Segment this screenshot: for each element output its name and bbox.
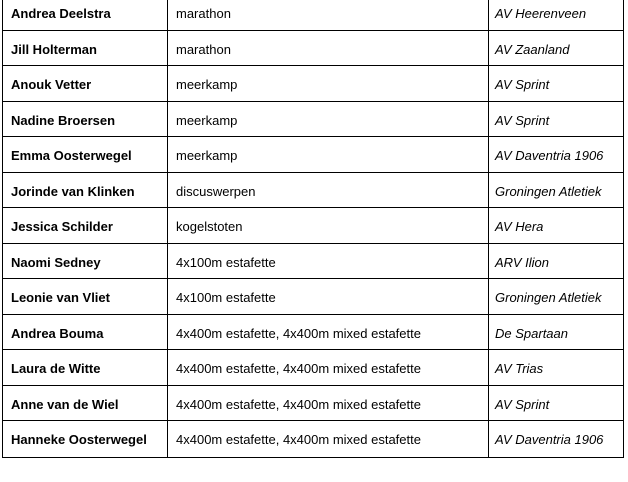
athlete-event: marathon	[168, 30, 489, 66]
athlete-club: AV Trias	[489, 350, 624, 386]
table-row	[3, 66, 624, 102]
athlete-event: 4x400m estafette, 4x400m mixed estafette	[168, 314, 489, 350]
table-row	[3, 279, 624, 315]
table-row	[3, 30, 624, 66]
athlete-name: Anouk Vetter	[3, 66, 168, 102]
table-row	[3, 385, 624, 421]
athlete-club: ARV Ilion	[489, 243, 624, 279]
table-row	[3, 243, 624, 279]
athlete-event: meerkamp	[168, 137, 489, 173]
athlete-club: AV Sprint	[489, 66, 624, 102]
athlete-event: 4x400m estafette, 4x400m mixed estafette	[168, 385, 489, 421]
athlete-club: AV Sprint	[489, 385, 624, 421]
athlete-club: Groningen Atletiek	[489, 279, 624, 315]
table-row	[3, 101, 624, 137]
athlete-name: Anne van de Wiel	[3, 385, 168, 421]
athlete-club: AV Heerenveen	[489, 0, 624, 30]
table-row	[3, 314, 624, 350]
table-row	[3, 421, 624, 458]
athlete-club: AV Daventria 1906	[489, 421, 624, 458]
athlete-event: 4x400m estafette, 4x400m mixed estafette	[168, 350, 489, 386]
athlete-name: Emma Oosterwegel	[3, 137, 168, 173]
athletes-table	[2, 0, 624, 458]
table-row	[3, 172, 624, 208]
athlete-name: Jessica Schilder	[3, 208, 168, 244]
table-row	[3, 0, 624, 30]
athlete-club: AV Hera	[489, 208, 624, 244]
athlete-name: Naomi Sedney	[3, 243, 168, 279]
table-row	[3, 208, 624, 244]
athlete-event: discuswerpen	[168, 172, 489, 208]
athlete-club: AV Daventria 1906	[489, 137, 624, 173]
athlete-club: De Spartaan	[489, 314, 624, 350]
athlete-event: kogelstoten	[168, 208, 489, 244]
athlete-name: Hanneke Oosterwegel	[3, 421, 168, 458]
athlete-event: 4x400m estafette, 4x400m mixed estafette	[168, 421, 489, 458]
athlete-name: Nadine Broersen	[3, 101, 168, 137]
athlete-event: meerkamp	[168, 66, 489, 102]
athlete-name: Andrea Deelstra	[3, 0, 168, 30]
athlete-name: Leonie van Vliet	[3, 279, 168, 315]
athlete-name: Andrea Bouma	[3, 314, 168, 350]
table-row	[3, 137, 624, 173]
athlete-name: Jorinde van Klinken	[3, 172, 168, 208]
athlete-club: Groningen Atletiek	[489, 172, 624, 208]
athlete-name: Laura de Witte	[3, 350, 168, 386]
athlete-event: marathon	[168, 0, 489, 30]
athlete-event: 4x100m estafette	[168, 279, 489, 315]
athlete-name: Jill Holterman	[3, 30, 168, 66]
athlete-club: AV Zaanland	[489, 30, 624, 66]
table-row	[3, 350, 624, 386]
athlete-event: 4x100m estafette	[168, 243, 489, 279]
athlete-event: meerkamp	[168, 101, 489, 137]
athlete-club: AV Sprint	[489, 101, 624, 137]
